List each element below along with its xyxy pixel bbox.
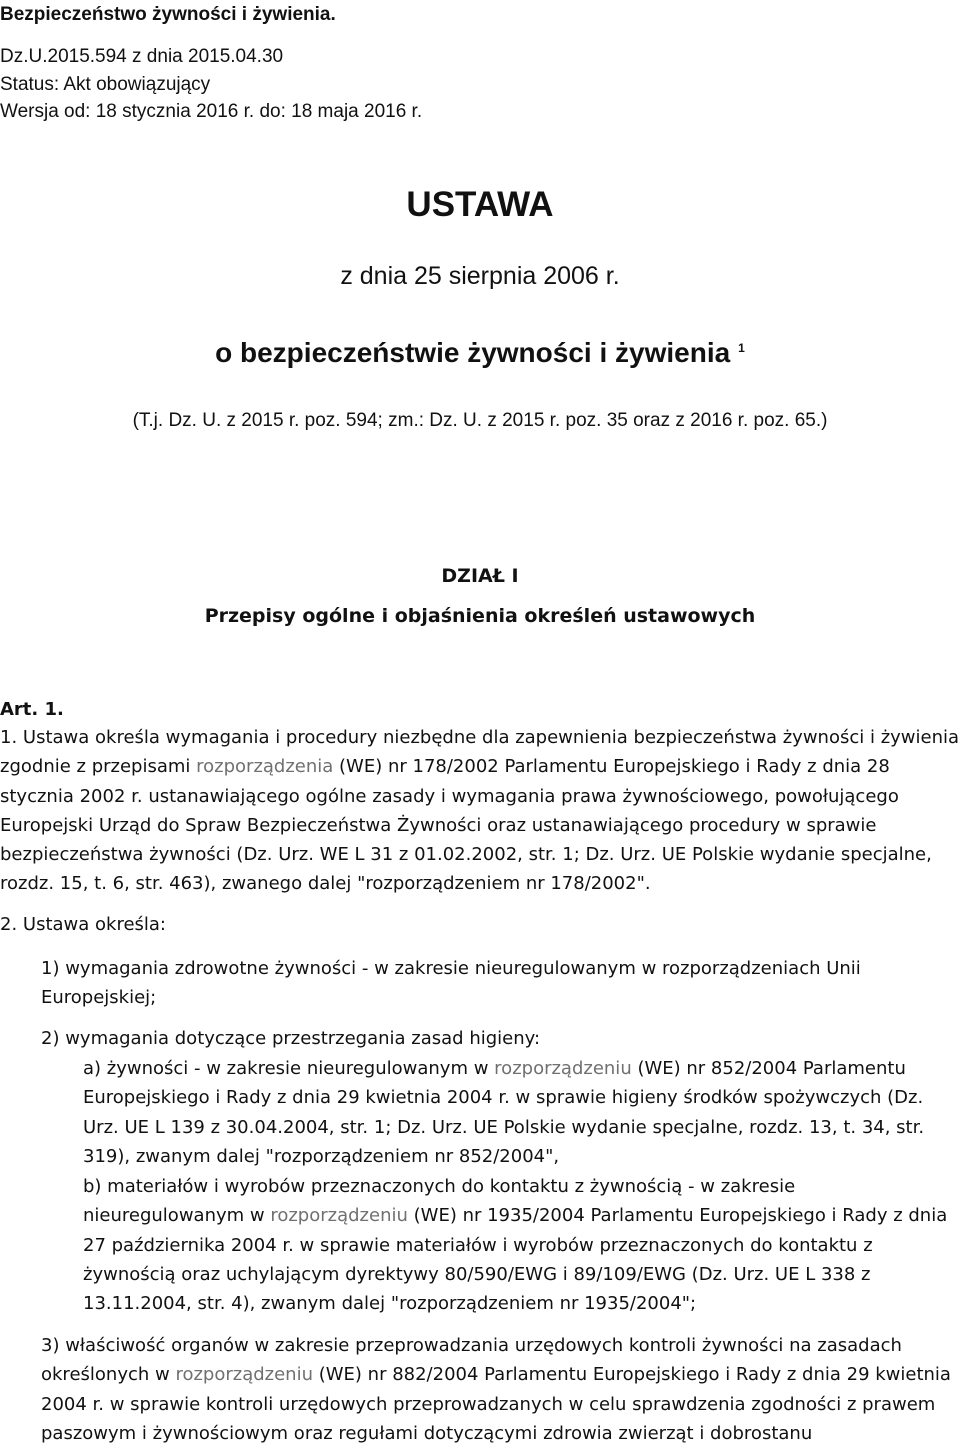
- act-date: z dnia 25 sierpnia 2006 r.: [340, 262, 620, 290]
- regulation-link[interactable]: rozporządzenia: [196, 756, 334, 778]
- item-3-text: 3) właściwość organów w zakresie przeprowadzania urzędowych kontroli żywności na zasadach określonych w: [41, 1335, 902, 1386]
- list-item-2b: [83, 1172, 960, 1318]
- version-line: Wersja od: 18 stycznia 2016 r. do: 18 maja 2016 r.: [0, 101, 423, 122]
- division-name: Przepisy ogólne i objaśnienia określeń ustawowych: [204, 605, 756, 627]
- act-type: USTAWA: [406, 185, 554, 224]
- regulation-link[interactable]: rozporządzeniu: [270, 1205, 408, 1227]
- item-2a-text-cont: (WE) nr 852/2004 Parlamentu Europejskiego i Rady z dnia 29 kwietnia 2004 r. w sprawie higieny środków spożywczych (Dz. Urz. UE L 139 z 30.04.2004, str. 1; Dz. Urz. UE Polskie wydanie specjalne, rozdz. 13, t. 34, str. 319), zwanym dalej "rozporządzeniem nr 852/2004",: [83, 1058, 925, 1167]
- item-2a-text: a) żywności - w zakresie nieuregulowanym w: [83, 1058, 495, 1079]
- article-paragraph-1: [0, 723, 960, 899]
- paragraph-1-text-cont: (WE) nr 178/2002 Parlamentu Europejskiego i Rady z dnia 28 stycznia 2002 r. ustanawiającego ogólne zasady i wymagania prawa żywnościowego, powołującego Europejski Urząd do Spraw Bezpieczeństwa Żywności oraz ustanawiającego procedury w sprawie bezpieczeństwa żywności (Dz. Urz. WE L 31 z 01.02.2002, str. 1; Dz. Urz. UE Polskie wydanie specjalne, rozdz. 15, t. 6, str. 463), zwanego dalej "rozporządzeniem nr 178/2002".: [0, 756, 932, 895]
- list-item-1: 1) wymagania zdrowotne żywności - w zakresie nieuregulowanym w rozporządzeniach Unii Europejskiej;: [41, 958, 861, 1009]
- article-heading: Art. 1.: [0, 699, 64, 720]
- regulation-link[interactable]: rozporządzeniu: [175, 1364, 313, 1386]
- item-3-text-cont: (WE) nr 882/2004 Parlamentu Europejskiego i Rady z dnia 29 kwietnia 2004 r. w sprawie kontroli urzędowych przeprowadzanych w celu sprawdzenia zgodności z prawem paszowym i żywnościowym oraz regułami dotyczącymi zdrowia zwierząt i dobrostanu: [41, 1364, 951, 1444]
- act-references: (T.j. Dz. U. z 2015 r. poz. 594; zm.: Dz. U. z 2015 r. poz. 35 oraz z 2016 r. poz. 65.): [132, 410, 828, 431]
- article-paragraph-2: 2. Ustawa określa:: [0, 914, 166, 935]
- item-2b-text: b) materiałów i wyrobów przeznaczonych do kontaktu z żywnością - w zakresie nieuregulowanym w: [83, 1176, 796, 1227]
- item-2b-text-cont: (WE) nr 1935/2004 Parlamentu Europejskiego i Rady z dnia 27 października 2004 r. w sprawie materiałów i wyrobów przeznaczonych do kontaktu z żywnością oraz uchylającym dyrektywy 80/590/EWG i 89/109/EWG (Dz. Urz. UE L 338 z 13.11.2004, str. 4), zwanym dalej "rozporządzeniem nr 1935/2004";: [83, 1205, 948, 1315]
- division-number: DZIAŁ I: [441, 565, 519, 587]
- footnote-marker[interactable]: 1: [738, 341, 745, 355]
- journal-reference: Dz.U.2015.594 z dnia 2015.04.30: [0, 46, 284, 67]
- status-line: Status: Akt obowiązujący: [0, 74, 211, 95]
- act-title: [0, 337, 960, 369]
- list-item-2: 2) wymagania dotyczące przestrzegania zasad higieny:: [41, 1028, 541, 1049]
- paragraph-1-text: 1. Ustawa określa wymagania i procedury niezbędne dla zapewnienia bezpieczeństwa żywności i żywienia zgodnie z przepisami: [0, 727, 960, 778]
- act-title-text: o bezpieczeństwie żywności i żywienia: [215, 337, 731, 368]
- regulation-link[interactable]: rozporządzeniu: [494, 1058, 632, 1079]
- document-title: Bezpieczeństwo żywności i żywienia.: [0, 4, 336, 25]
- list-item-3: [41, 1331, 956, 1448]
- list-item-2a: [83, 1054, 960, 1171]
